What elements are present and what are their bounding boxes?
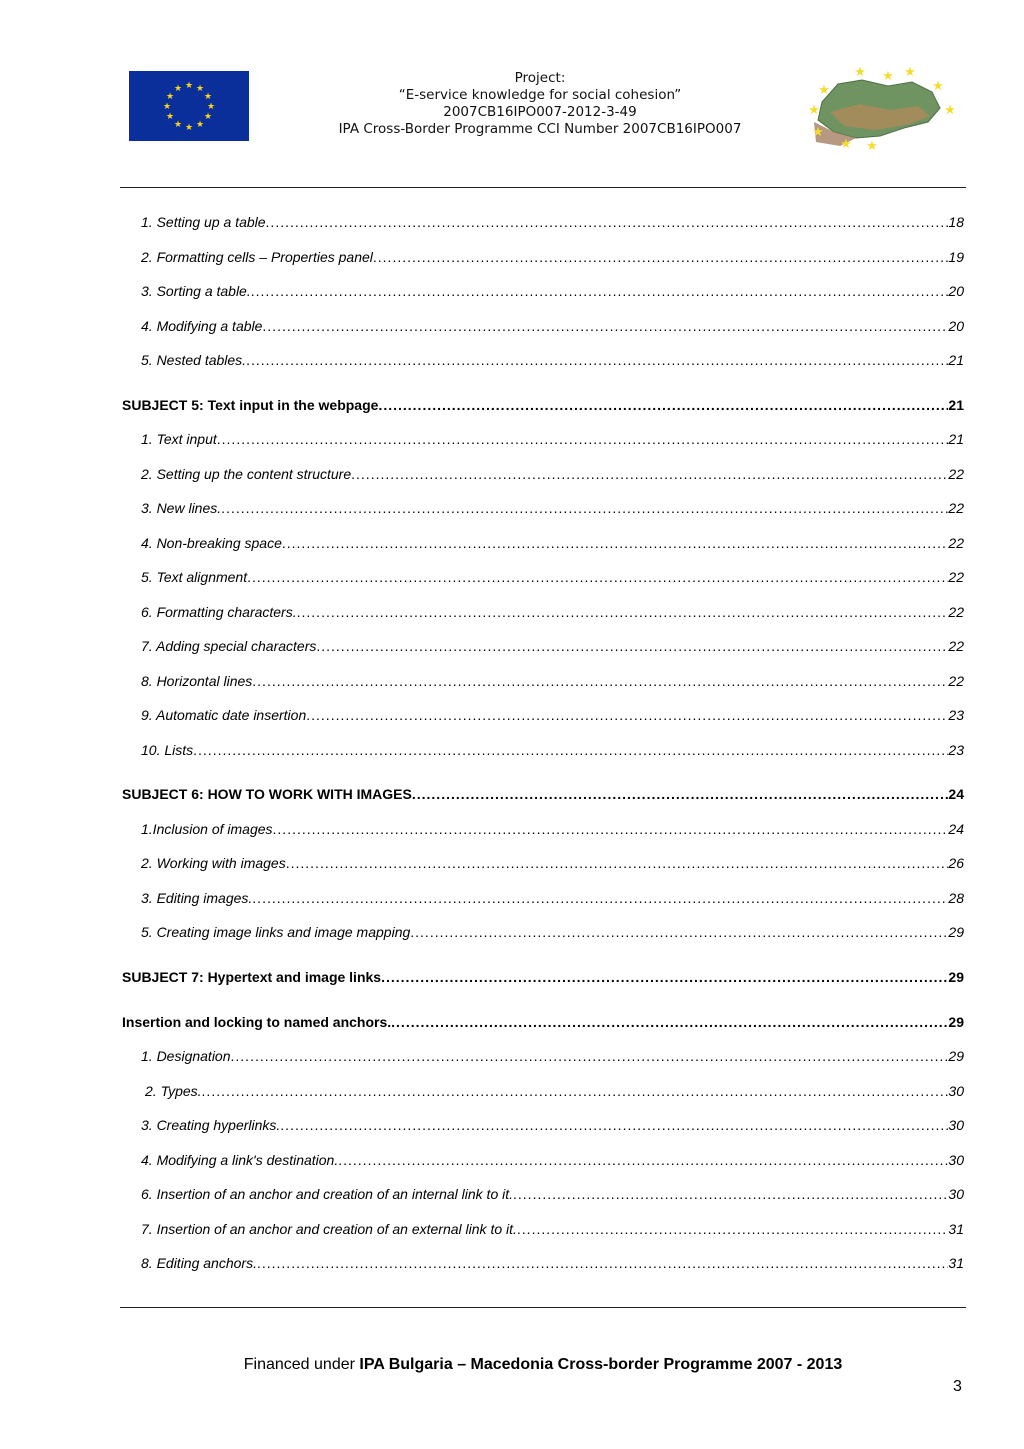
programme-cci: IPA Cross-Border Programme CCI Number 2007CB16IPO007 <box>338 121 742 137</box>
svg-text:★: ★ <box>944 103 956 118</box>
toc-section[interactable]: SUBJECT 7: Hypertext and image links ..... 29 <box>122 968 964 986</box>
project-label: Project: <box>514 70 566 86</box>
toc-entry[interactable]: 4. Modifying a table ..... 20 <box>141 317 964 335</box>
svg-text:★: ★ <box>162 102 172 112</box>
svg-text:★: ★ <box>818 83 830 98</box>
svg-text:★: ★ <box>203 92 213 102</box>
svg-text:★: ★ <box>904 65 916 80</box>
svg-text:★: ★ <box>866 139 878 152</box>
svg-text:★: ★ <box>206 102 216 112</box>
bulgaria-map-logo <box>800 62 958 152</box>
toc-entry[interactable]: 6. Insertion of an anchor and creation of an internal link to it. ..... 30 <box>141 1185 964 1203</box>
toc-entry[interactable]: 1. Text input ..... 21 <box>141 430 964 448</box>
svg-text:★: ★ <box>173 84 183 94</box>
toc-entry[interactable]: 5. Nested tables. ..... 21 <box>141 351 964 369</box>
toc-entry[interactable]: 7. Insertion of an anchor and creation of an external link to it. ..... 31 <box>141 1220 964 1238</box>
svg-text:★: ★ <box>812 125 824 140</box>
svg-text:★: ★ <box>184 123 194 133</box>
toc-entry[interactable]: 8. Horizontal lines ..... 22 <box>141 672 964 690</box>
svg-text:★: ★ <box>808 103 820 118</box>
header-divider <box>120 187 966 188</box>
eu-flag-logo <box>129 71 249 141</box>
toc-entry[interactable]: 6. Formatting characters. ..... 22 <box>141 603 964 621</box>
toc-entry[interactable]: 3. Creating hyperlinks. ..... 30 <box>141 1116 964 1134</box>
toc-entry[interactable]: 1.Inclusion of images ..... 24 <box>141 820 964 838</box>
footer-divider <box>120 1307 966 1308</box>
toc-entry[interactable]: 8. Editing anchors. ..... 31 <box>141 1254 964 1272</box>
svg-text:★: ★ <box>195 120 205 130</box>
toc-entry[interactable]: 2. Types. ..... 30 <box>145 1082 964 1100</box>
svg-text:★: ★ <box>840 137 852 152</box>
toc-entry[interactable]: 1. Setting up a table ..... 18 <box>141 213 964 231</box>
toc-entry[interactable]: 3. New lines. ..... 22 <box>141 499 964 517</box>
toc-entry[interactable]: 4. Non-breaking space ..... 22 <box>141 534 964 552</box>
toc-section[interactable]: SUBJECT 5: Text input in the webpage ..... 21 <box>122 396 964 414</box>
toc-entry[interactable]: 3. Editing images. ..... 28 <box>141 889 964 907</box>
page-number: 3 <box>953 1378 962 1395</box>
page-header <box>0 0 1024 190</box>
toc-entry[interactable]: 10. Lists ..... 23 <box>141 741 964 759</box>
project-code: 2007CB16IPO007-2012-3-49 <box>443 104 637 120</box>
toc-section[interactable]: SUBJECT 6: HOW TO WORK WITH IMAGES ..... 24 <box>122 785 964 803</box>
toc-entry[interactable]: 2. Working with images ..... 26 <box>141 854 964 872</box>
toc-entry[interactable]: 9. Automatic date insertion ..... 23 <box>141 706 964 724</box>
eu-stars-icon <box>129 71 249 141</box>
svg-text:★: ★ <box>165 112 175 122</box>
svg-text:★: ★ <box>195 84 205 94</box>
toc-entry[interactable]: 3. Sorting a table. ..... 20 <box>141 282 964 300</box>
funding-programme: IPA Bulgaria – Macedonia Cross-border Programme 2007 - 2013 <box>359 1356 843 1373</box>
toc-entry[interactable]: 7. Adding special characters ..... 22 <box>141 637 964 655</box>
project-title-block <box>290 70 790 138</box>
map-icon <box>800 62 958 152</box>
toc-entry[interactable]: 2. Formatting cells – Properties panel ..... 19 <box>141 248 964 266</box>
toc-entry[interactable]: 5. Text alignment ..... 22 <box>141 568 964 586</box>
svg-text:★: ★ <box>932 79 944 94</box>
svg-text:★: ★ <box>203 112 213 122</box>
toc-entry[interactable]: 2. Setting up the content structure ..... 22 <box>141 465 964 483</box>
toc-entry[interactable]: 1. Designation ..... 29 <box>141 1047 964 1065</box>
funding-note <box>0 1356 1024 1374</box>
funding-prefix: Financed under <box>243 1356 360 1373</box>
svg-text:★: ★ <box>165 92 175 102</box>
svg-text:★: ★ <box>854 65 866 80</box>
toc-entry[interactable]: 4. Modifying a link's destination. ..... 30 <box>141 1151 964 1169</box>
toc-section[interactable]: Insertion and locking to named anchors. ..... 29 <box>122 1013 964 1031</box>
toc-entry[interactable]: 5. Creating image links and image mapping ..... 29 <box>141 923 964 941</box>
svg-text:★: ★ <box>184 81 194 91</box>
svg-text:★: ★ <box>882 69 894 84</box>
svg-text:★: ★ <box>173 120 183 130</box>
project-name: “E-service knowledge for social cohesion” <box>398 87 682 103</box>
